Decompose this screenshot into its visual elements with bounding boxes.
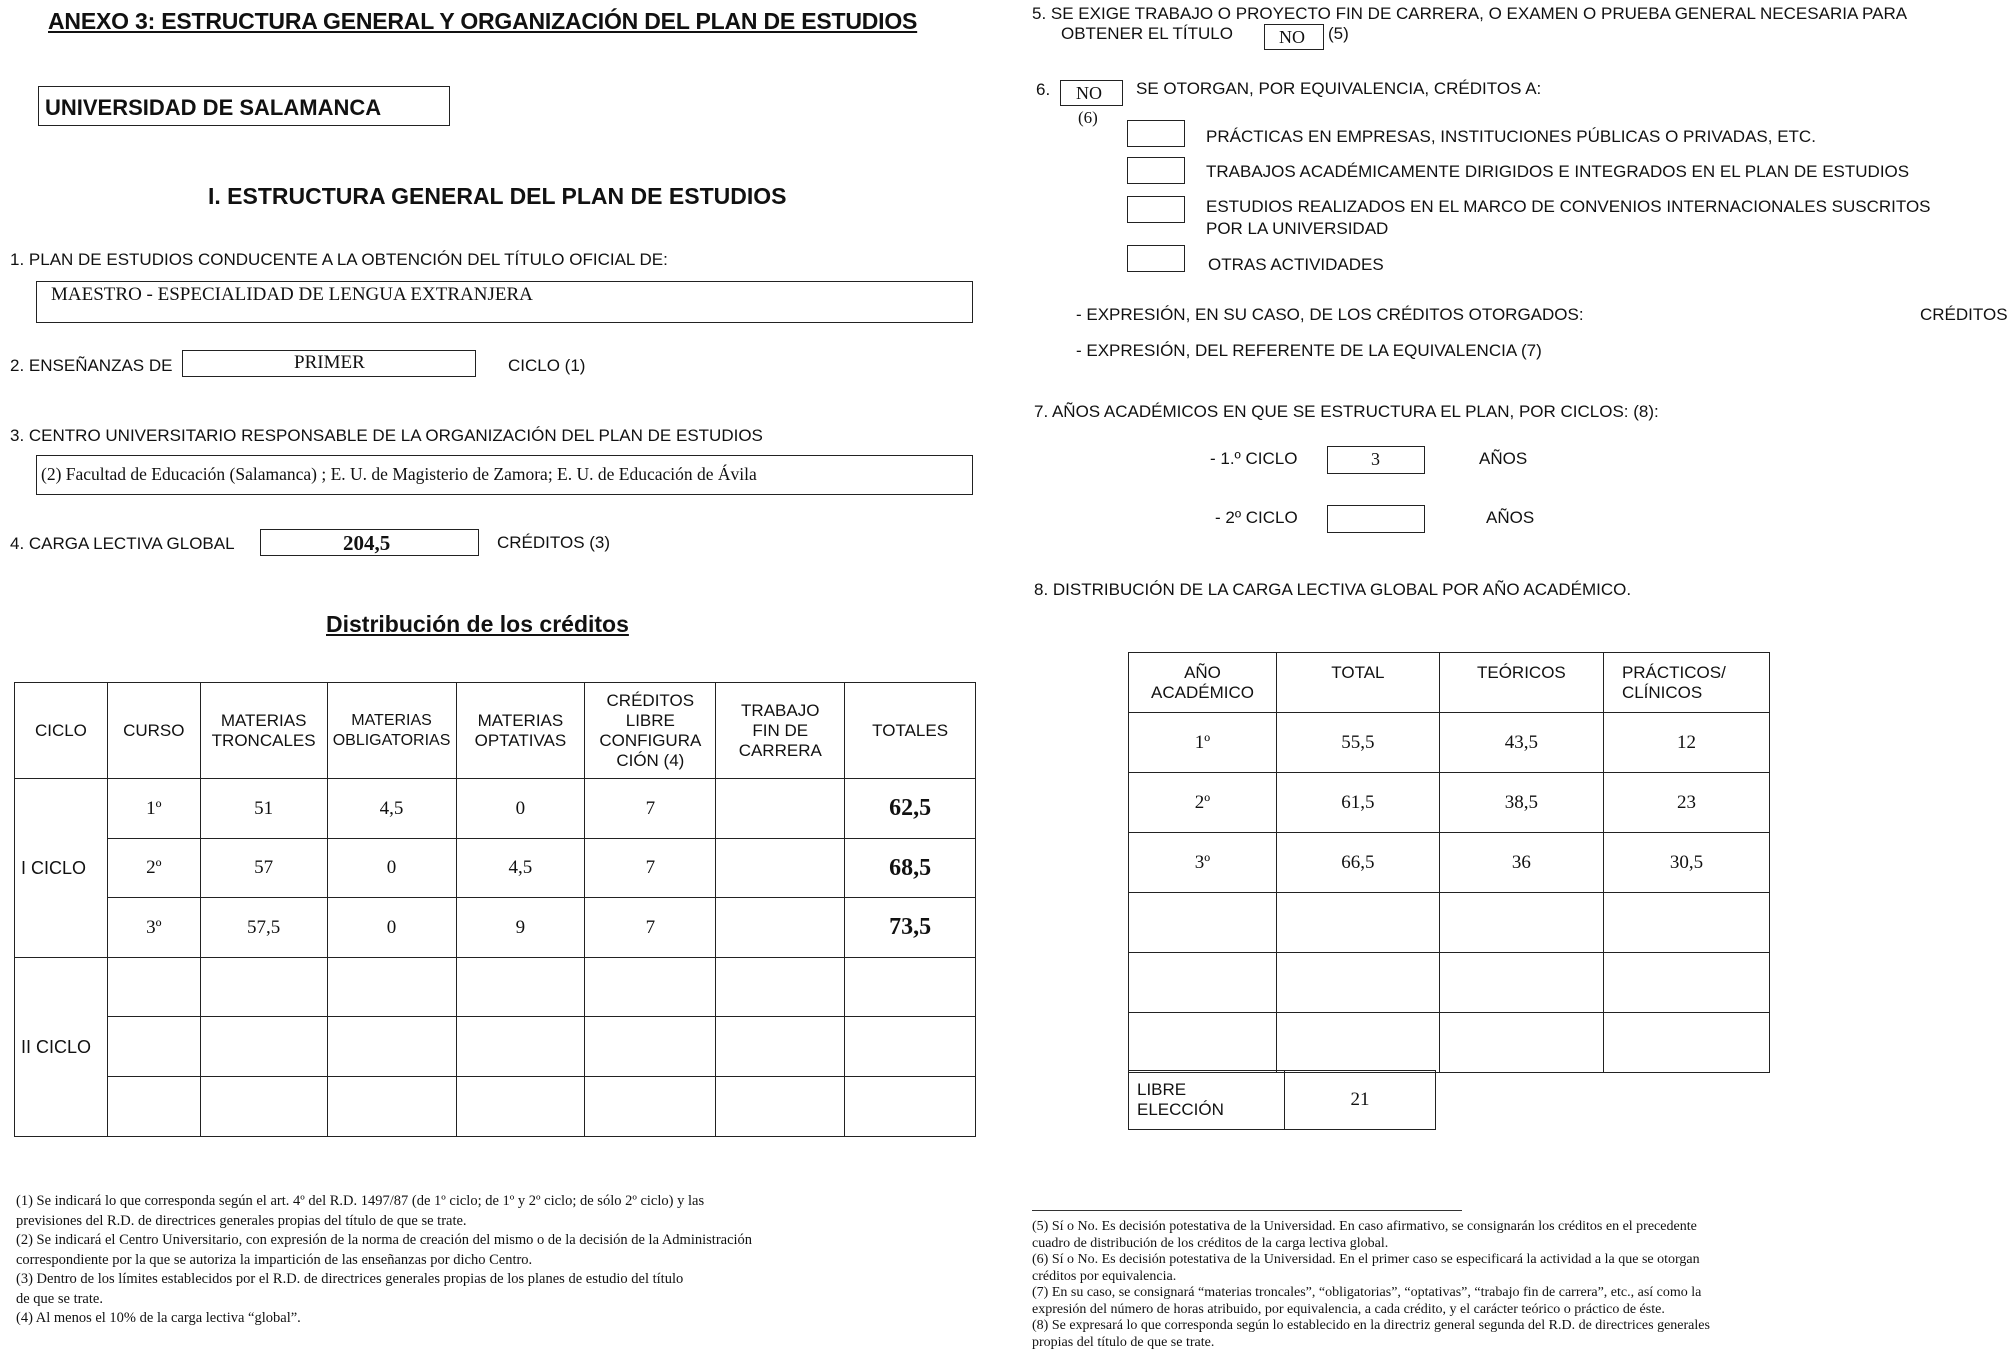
option-checkbox-estudios[interactable] (1127, 196, 1185, 223)
ciclo-2-cell: II CICLO (15, 958, 108, 1137)
item5-note: (5) (1328, 24, 1349, 43)
empty-cell (456, 1077, 585, 1137)
empty-cell (585, 1017, 716, 1077)
col-header-practicos: PRÁCTICOS/ CLÍNICOS (1603, 653, 1769, 713)
practicos-cell: 30,5 (1603, 833, 1769, 893)
col-header-curso: CURSO (107, 683, 200, 779)
item3-value: (2) Facultad de Educación (Salamanca) ; E. U. de Magisterio de Zamora; E. U. de Educación de Ávila (41, 464, 757, 484)
empty-cell (716, 958, 845, 1017)
item5-line1: 5. SE EXIGE TRABAJO O PROYECTO FIN DE CARRERA, O EXAMEN O PRUEBA GENERAL NECESARIA PARA (1032, 4, 1908, 23)
trabajo-cell (716, 779, 845, 839)
troncales-cell: 51 (200, 779, 327, 839)
empty-cell (1439, 1013, 1603, 1073)
footnote-line: (2) Se indicará el Centro Universitario, con expresión de la norma de creación del mismo o de la decisión de la Administración (16, 1232, 753, 1248)
empty-cell (1129, 953, 1277, 1013)
empty-cell (845, 958, 976, 1017)
item3-label: 3. CENTRO UNIVERSITARIO RESPONSABLE DE LA ORGANIZACIÓN DEL PLAN DE ESTUDIOS (10, 426, 763, 445)
year-row (1129, 893, 1770, 953)
libre-eleccion-label: LIBRE ELECCIÓN (1129, 1071, 1285, 1130)
item7-label: 7. AÑOS ACADÉMICOS EN QUE SE ESTRUCTURA EL PLAN, POR CICLOS: (8): (1034, 402, 1659, 421)
left-footnotes (16, 1192, 976, 1329)
anio-cell: 2º (1129, 773, 1277, 833)
anio-cell: 3º (1129, 833, 1277, 893)
empty-cell (456, 1017, 585, 1077)
ciclo2-unit: AÑOS (1486, 508, 1535, 527)
table-row (15, 1017, 976, 1077)
trabajo-cell (716, 898, 845, 958)
total-cell: 66,5 (1276, 833, 1439, 893)
footnote-line: correspondiente por la que se autoriza la impartición de las enseñanzas por dicho Centro. (16, 1251, 533, 1268)
col-header-trabajo-fin: TRABAJO FIN DE CARRERA (716, 683, 845, 779)
item5-line2: OBTENER EL TÍTULO (1061, 24, 1233, 43)
credits-distribution-table (14, 682, 976, 1137)
item4-label: 4. CARGA LECTIVA GLOBAL (10, 534, 235, 553)
year-row (1129, 953, 1770, 1013)
empty-cell (107, 1017, 200, 1077)
item5-field (1264, 24, 1324, 50)
footnote-line: (3) Dentro de los límites establecidos por el R.D. de directrices generales propias de los planes de estudio del título (16, 1271, 684, 1287)
empty-cell (845, 1077, 976, 1137)
footnote-line: (7) En su caso, se consignará “materias troncales”, “obligatorias”, “optativas”, “trabajo fin de carrera”, etc., así como la (1032, 1285, 1702, 1300)
table-row (15, 1077, 976, 1137)
empty-cell (1439, 953, 1603, 1013)
optativas-cell: 0 (456, 779, 585, 839)
teoricos-cell: 38,5 (1439, 773, 1603, 833)
footnote-line: propias del título de que se trate. (1032, 1334, 1215, 1350)
item1-field (36, 281, 973, 323)
footnote-line: (1) Se indicará lo que corresponda según el art. 4º del R.D. 1497/87 (de 1º ciclo; de 1º y 2º ciclo; de sólo 2º ciclo) y las (16, 1193, 705, 1209)
year-distribution-table (1128, 652, 1770, 1073)
item2-suffix: CICLO (1) (508, 356, 586, 375)
empty-cell (1603, 1013, 1769, 1073)
footnote-line: de que se trate. (16, 1290, 103, 1307)
footnote-line: (8) Se expresará lo que corresponda según lo establecido en la directriz general segunda del R.D. de directrices generales (1032, 1318, 1710, 1333)
empty-cell (456, 958, 585, 1017)
ciclo1-years-value: 3 (1371, 449, 1380, 469)
col-header-obligatorias: MATERIAS OBLIGATORIAS (327, 683, 456, 779)
empty-cell (1439, 893, 1603, 953)
libre-eleccion-value: 21 (1284, 1071, 1435, 1130)
expr-credits-suffix: CRÉDITOS (1920, 305, 2008, 324)
item1-value: MAESTRO - ESPECIALIDAD DE LENGUA EXTRANJERA (51, 284, 533, 305)
item2-field (182, 350, 476, 377)
empty-cell (1603, 893, 1769, 953)
year-row (1129, 1013, 1770, 1073)
empty-cell (1276, 1013, 1439, 1073)
troncales-cell: 57,5 (200, 898, 327, 958)
teoricos-cell: 43,5 (1439, 713, 1603, 773)
option-label-estudios: ESTUDIOS REALIZADOS EN EL MARCO DE CONVENIOS INTERNACIONALES SUSCRITOS (1206, 197, 1931, 216)
item6-number: 6. (1036, 80, 1051, 99)
expr-referente-label: - EXPRESIÓN, DEL REFERENTE DE LA EQUIVALENCIA (7) (1076, 341, 1542, 360)
item6-field (1060, 80, 1123, 106)
option-checkbox-practicas[interactable] (1127, 120, 1185, 147)
item2-label: 2. ENSEÑANZAS DE (10, 356, 173, 375)
footnote-line: cuadro de distribución de los créditos de la carga lectiva global. (1032, 1235, 1389, 1251)
total-cell: 68,5 (845, 839, 976, 898)
item4-value: 204,5 (343, 531, 391, 555)
empty-cell (716, 1077, 845, 1137)
footnote-line: (6) Sí o No. Es decisión potestativa de la Universidad. En el primer caso se especificará la actividad a la que se otorgan (1032, 1252, 1700, 1267)
obligatorias-cell: 0 (327, 898, 456, 958)
item4-suffix: CRÉDITOS (3) (497, 533, 611, 552)
empty-cell (327, 1077, 456, 1137)
optativas-cell: 9 (456, 898, 585, 958)
empty-cell (200, 1017, 327, 1077)
anio-cell: 1º (1129, 713, 1277, 773)
item2-value: PRIMER (294, 352, 365, 373)
obligatorias-cell: 4,5 (327, 779, 456, 839)
libre-eleccion-row (1128, 1070, 1436, 1130)
option-label-estudios-line2: POR LA UNIVERSIDAD (1206, 219, 1389, 238)
libre-cell: 7 (585, 779, 716, 839)
curso-cell: 2º (107, 839, 200, 898)
year-header-row (1129, 653, 1770, 713)
empty-cell (716, 1017, 845, 1077)
table-row (15, 779, 976, 839)
col-header-ciclo: CICLO (15, 683, 108, 779)
distribution-title: Distribución de los créditos (326, 611, 629, 637)
col-header-anio: AÑO ACADÉMICO (1129, 653, 1277, 713)
university-box (38, 86, 450, 126)
empty-cell (1129, 893, 1277, 953)
expr-credits-label: - EXPRESIÓN, EN SU CASO, DE LOS CRÉDITOS OTORGADOS: (1076, 305, 1584, 324)
table-row (15, 839, 976, 898)
empty-cell (1129, 1013, 1277, 1073)
item1-label: 1. PLAN DE ESTUDIOS CONDUCENTE A LA OBTENCIÓN DEL TÍTULO OFICIAL DE: (10, 250, 668, 269)
empty-cell (327, 1017, 456, 1077)
col-header-optativas: MATERIAS OPTATIVAS (456, 683, 585, 779)
footnote-separator (1032, 1210, 1462, 1211)
empty-cell (1603, 953, 1769, 1013)
empty-cell (1276, 953, 1439, 1013)
item6-value: NO (1076, 83, 1102, 103)
ciclo2-label: - 2º CICLO (1215, 508, 1298, 527)
total-cell: 61,5 (1276, 773, 1439, 833)
footnote-line: previsiones del R.D. de directrices generales propias del título de que se trate. (16, 1212, 467, 1229)
section-title: I. ESTRUCTURA GENERAL DEL PLAN DE ESTUDIOS (208, 183, 787, 209)
practicos-cell: 12 (1603, 713, 1769, 773)
empty-cell (585, 1077, 716, 1137)
optativas-cell: 4,5 (456, 839, 585, 898)
option-label-otras: OTRAS ACTIVIDADES (1208, 255, 1384, 274)
item6-text: SE OTORGAN, POR EQUIVALENCIA, CRÉDITOS A: (1136, 79, 1542, 98)
option-label-practicas: PRÁCTICAS EN EMPRESAS, INSTITUCIONES PÚBLICAS O PRIVADAS, ETC. (1206, 127, 1816, 146)
libre-cell: 7 (585, 839, 716, 898)
item5-value: NO (1279, 27, 1305, 47)
libre-cell: 7 (585, 898, 716, 958)
year-row (1129, 773, 1770, 833)
ciclo1-years-field (1327, 446, 1425, 474)
total-cell: 55,5 (1276, 713, 1439, 773)
item3-field (36, 455, 973, 495)
empty-cell (107, 958, 200, 1017)
footnote-line: expresión del número de horas atribuido, por equivalencia, a cada crédito, y el carácter teórico o práctico de éste. (1032, 1301, 1665, 1317)
col-header-teoricos: TEÓRICOS (1439, 653, 1603, 713)
teoricos-cell: 36 (1439, 833, 1603, 893)
table-row (15, 898, 976, 958)
footnote-line: (4) Al menos el 10% de la carga lectiva “global”. (16, 1310, 301, 1326)
right-footnotes (1032, 1219, 1972, 1351)
empty-cell (1276, 893, 1439, 953)
col-header-totales: TOTALES (845, 683, 976, 779)
troncales-cell: 57 (200, 839, 327, 898)
empty-cell (327, 958, 456, 1017)
item4-field (260, 529, 479, 556)
footnote-line: créditos por equivalencia. (1032, 1268, 1177, 1284)
university-name: UNIVERSIDAD DE SALAMANCA (45, 95, 382, 120)
year-row (1129, 833, 1770, 893)
ciclo2-years-field (1327, 505, 1425, 533)
trabajo-cell (716, 839, 845, 898)
empty-cell (107, 1077, 200, 1137)
option-checkbox-otras[interactable] (1127, 245, 1185, 272)
option-label-trabajos: TRABAJOS ACADÉMICAMENTE DIRIGIDOS E INTEGRADOS EN EL PLAN DE ESTUDIOS (1206, 162, 1910, 181)
annex-title: ANEXO 3: ESTRUCTURA GENERAL Y ORGANIZACIÓN DEL PLAN DE ESTUDIOS (48, 8, 918, 34)
option-checkbox-trabajos[interactable] (1127, 157, 1185, 184)
col-header-libre-configuracion: CRÉDITOS LIBRE CONFIGURA CIÓN (4) (585, 683, 716, 779)
practicos-cell: 23 (1603, 773, 1769, 833)
curso-cell: 3º (107, 898, 200, 958)
col-header-total: TOTAL (1276, 653, 1439, 713)
footnote-line: (5) Sí o No. Es decisión potestativa de la Universidad. En caso afirmativo, se consignarán los créditos en el precedente (1032, 1219, 1697, 1234)
table-header-row (15, 683, 976, 779)
total-cell: 73,5 (845, 898, 976, 958)
item8-label: 8. DISTRIBUCIÓN DE LA CARGA LECTIVA GLOBAL POR AÑO ACADÉMICO. (1034, 580, 1632, 599)
empty-cell (200, 958, 327, 1017)
item6-note: (6) (1078, 108, 1098, 127)
curso-cell: 1º (107, 779, 200, 839)
total-cell: 62,5 (845, 779, 976, 839)
empty-cell (200, 1077, 327, 1137)
year-row (1129, 713, 1770, 773)
ciclo-1-cell: I CICLO (15, 779, 108, 958)
ciclo1-label: - 1.º CICLO (1210, 449, 1298, 468)
ciclo1-unit: AÑOS (1479, 449, 1528, 468)
col-header-troncales: MATERIAS TRONCALES (200, 683, 327, 779)
table-row (15, 958, 976, 1017)
empty-cell (585, 958, 716, 1017)
obligatorias-cell: 0 (327, 839, 456, 898)
empty-cell (845, 1017, 976, 1077)
